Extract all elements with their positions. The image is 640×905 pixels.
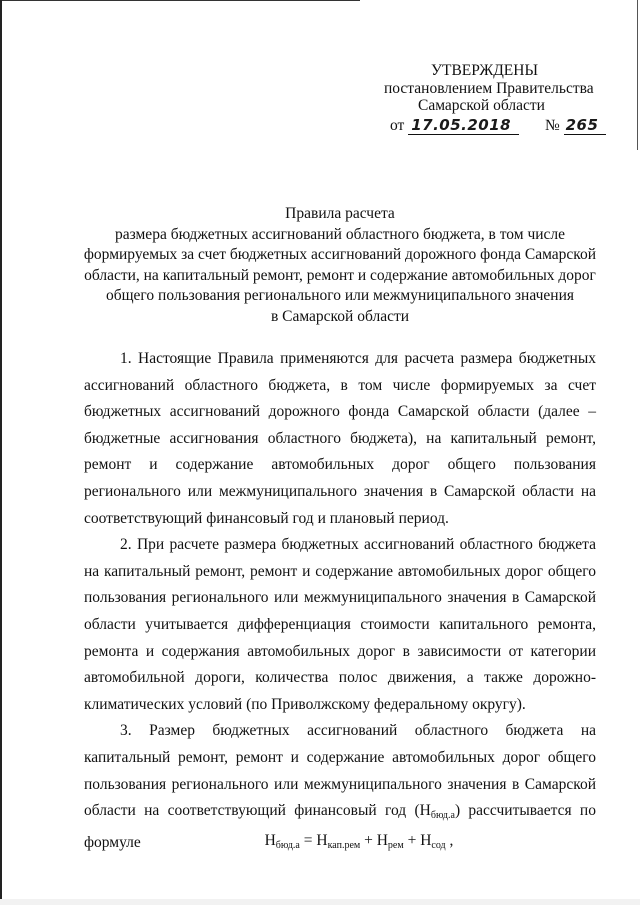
scan-edge-top — [0, 0, 360, 4]
formula-plus-2: + — [403, 832, 421, 849]
formula-lhs: Н — [264, 832, 276, 849]
scan-edge-left — [0, 0, 2, 905]
rules-title-line: общего пользования регионального или межмуниципального значения — [105, 287, 574, 304]
formula-plus-1: + — [360, 832, 377, 849]
rules-title-line: размера бюджетных ассигнований областного бюджета, в том числе — [114, 225, 566, 243]
scan-edge-bottom — [0, 899, 640, 905]
formula-term-3-sub: сод — [431, 840, 446, 851]
formula-term-3: Н — [420, 832, 432, 849]
formula-lhs-sub: бюд.а — [275, 840, 300, 851]
paragraph-1: 1. Настоящие Правила применяются для расчета размера бюджетных ассигнований областного бюджета, в том числе формируемых за счет бюджетных ассигнований дорожного фонда Самарской области (далее – бюджетные ассигнования областного бюджета), на капитальный ремонт, ремонт и содержание автомобильных дорог общего пользования регионального или межмуниципального значения в Самарской области на соответствующий финансовый год и плановый период. — [84, 350, 596, 527]
formula-term-1-sub: кап.рем — [327, 840, 361, 851]
formula — [0, 832, 640, 851]
paragraph-3-text: 3. Размер бюджетных ассигнований областного бюджета на капитальный ремонт, ремонт и содержание автомобильных дорог общего пользования регионального или межмуниципального значения в Самарской области на соответствующий финансовый год (Н — [84, 722, 596, 820]
formula-eq: = — [299, 832, 317, 849]
approval-region: Самарской области — [418, 97, 545, 114]
rules-title-line: формируемых за счет бюджетных ассигнований дорожного фонда Самарской — [83, 246, 597, 263]
formula-term-2: Н — [376, 832, 388, 849]
rules-title-line: области, на капитальный ремонт, ремонт и содержание автомобильных дорог — [84, 266, 596, 284]
scan-edge-right — [637, 0, 638, 150]
rules-title-line: в Самарской области — [270, 307, 410, 325]
approval-date-field — [408, 117, 519, 135]
date-prefix: от — [390, 117, 405, 134]
handwritten-number: 265 — [565, 116, 599, 134]
paragraph-2: 2. При расчете размера бюджетных ассигнований областного бюджета на капитальный ремонт, ремонт и содержание автомобильных дорог общего пользования регионального или межмуниципального значения в Самарской области учитывается дифференциация стоимости капитального ремонта, ремонта и содержания автомобильных дорог в зависимости от категории автомобильной дороги, количества полос движения, а также дорожно-климатических условий (по Приволжскому федеральному округу). — [84, 536, 596, 713]
approval-title: УТВЕРЖДЕНЫ — [431, 62, 538, 79]
rules-body — [84, 346, 596, 856]
formula-tail: , — [445, 832, 454, 849]
rules-title — [60, 204, 620, 327]
handwritten-date: 17.05.2018 — [411, 116, 512, 134]
approval-by: постановлением Правительства — [384, 80, 594, 97]
approval-date-row — [390, 117, 606, 135]
formula-term-1: Н — [316, 832, 328, 849]
approval-number-field — [564, 117, 606, 135]
paragraph-3-subscript: бюд.а — [430, 810, 455, 822]
number-prefix: № — [544, 117, 560, 134]
formula-term-2-sub: рем — [387, 840, 404, 851]
paragraph-3-tail: ) рассчитывается по формуле — [84, 802, 596, 851]
rules-title-line: Правила расчета — [285, 205, 395, 222]
